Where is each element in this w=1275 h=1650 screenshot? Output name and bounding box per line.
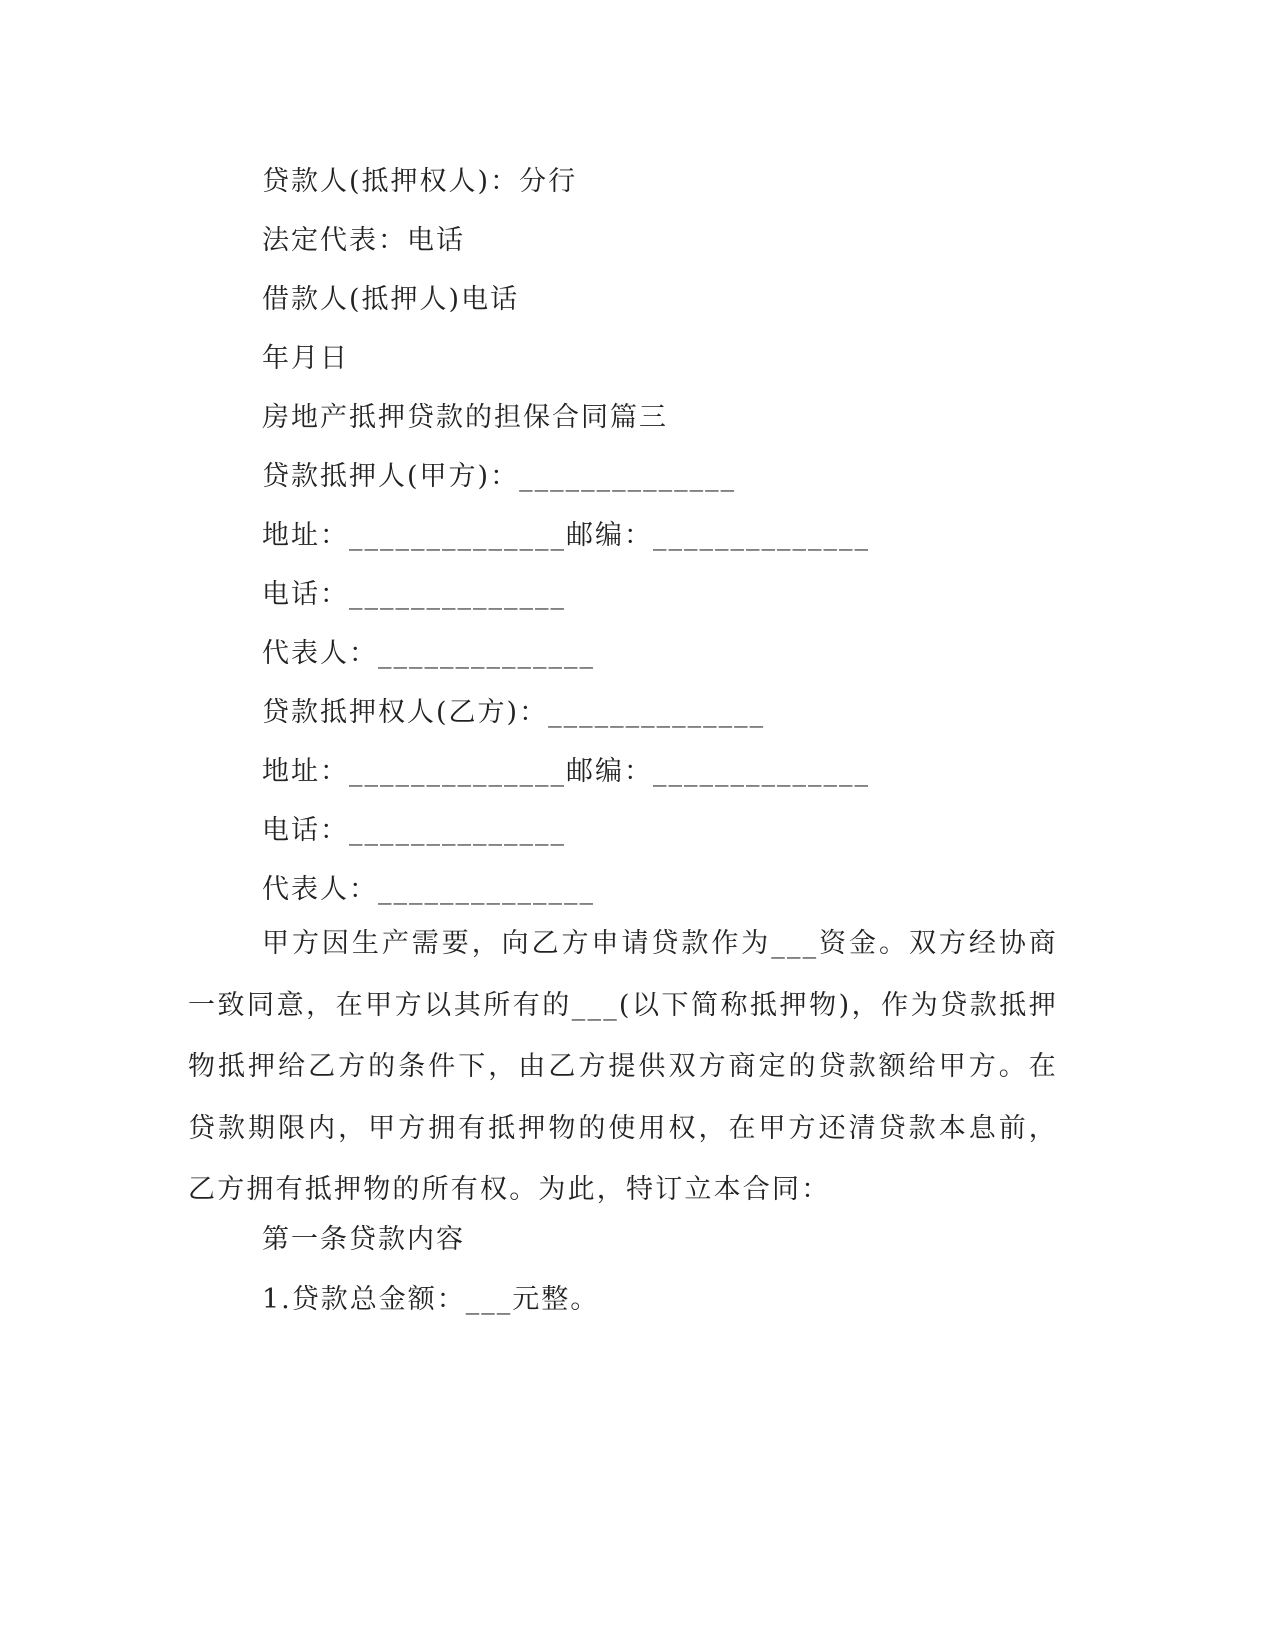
lender-line: 贷款人(抵押权人)：分行 <box>262 166 578 197</box>
party-a-address-line: 地址：______________邮编：______________ <box>262 520 870 551</box>
party-b-representative-line: 代表人：______________ <box>262 874 595 905</box>
date-line: 年月日 <box>262 343 349 374</box>
article-item: 1.贷款总金额：___元整。 <box>262 1284 600 1315</box>
article-title: 第一条贷款内容 <box>262 1224 465 1255</box>
party-a-line: 贷款抵押人(甲方)：______________ <box>262 461 737 492</box>
contract-preamble-paragraph: 甲方因生产需要，向乙方申请贷款作为___资金。双方经协商一致同意，在甲方以其所有的___(以下简称抵押物)，作为贷款抵押物抵押给乙方的条件下，由乙方提供双方商定的贷款额给甲方。在贷款期限内，甲方拥有抵押物的使用权，在甲方还清贷款本息前，乙方拥有抵押物的所有权。为此，特订立本合同： <box>188 928 1058 1205</box>
borrower-line: 借款人(抵押人)电话 <box>262 284 520 315</box>
party-b-line: 贷款抵押权人(乙方)：______________ <box>262 697 766 728</box>
party-a-phone-line: 电话：______________ <box>262 579 566 610</box>
party-b-phone-line: 电话：______________ <box>262 815 566 846</box>
legal-representative-line: 法定代表：电话 <box>262 225 465 256</box>
party-b-address-line: 地址：______________邮编：______________ <box>262 756 870 787</box>
section-title: 房地产抵押贷款的担保合同篇三 <box>262 402 668 433</box>
party-a-representative-line: 代表人：______________ <box>262 638 595 669</box>
